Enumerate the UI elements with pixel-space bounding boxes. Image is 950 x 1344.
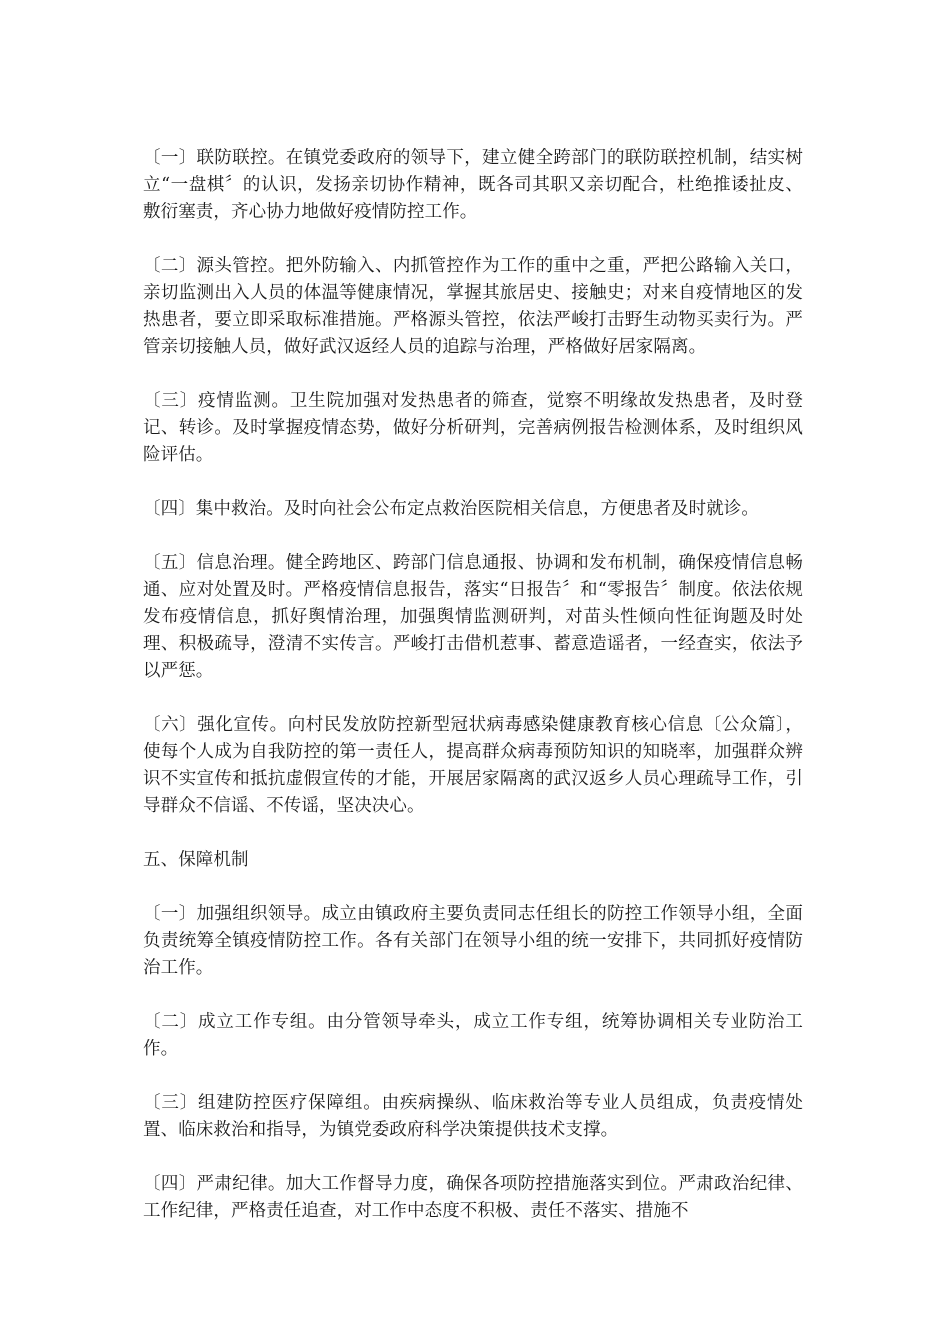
paragraph-joint-prevention: 〔一〕联防联控。在镇党委政府的领导下，建立健全跨部门的联防联控机制，结实树立“一盘棋〞的认识，发扬亲切协作精神，既各司其职又亲切配合，杜绝推诿扯皮、敷衍塞责，齐心协力地做好疫情防控工作。 (143, 148, 803, 222)
paragraph-information-management: 〔五〕信息治理。健全跨地区、跨部门信息通报、协调和发布机制，确保疫情信息畅通、应对处置及时。严格疫情信息报告，落实“日报告〞和“零报告〞制度。依法依规发布疫情信息，抓好舆情治理，加强舆情监测研判，对苗头性倾向性征询题及时处理、积极疏导，澄清不实传言。严峻打击借机惹事、蓄意造谣者，一经查实，依法予以严惩。 (143, 553, 803, 681)
paragraph-discipline: 〔四〕严肃纪律。加大工作督导力度，确保各项防控措施落实到位。严肃政治纪律、工作纪律，严格责任追查，对工作中态度不积极、责任不落实、措施不 (143, 1174, 803, 1221)
paragraph-centralized-treatment: 〔四〕集中救治。及时向社会公布定点救治医院相关信息，方便患者及时就诊。 (143, 499, 759, 519)
paragraph-organization-leadership: 〔一〕加强组织领导。成立由镇政府主要负责同志任组长的防控工作领导小组，全面负责统筹全镇疫情防控工作。各有关部门在领导小组的统一安排下，共同抓好疫情防治工作。 (143, 904, 803, 978)
paragraph-medical-support-group: 〔三〕组建防控医疗保障组。由疾病操纵、临床救治等专业人员组成，负责疫情处置、临床救治和指导，为镇党委政府科学决策提供技术支撑。 (143, 1093, 803, 1140)
paragraph-work-group: 〔二〕成立工作专组。由分管领导牵头，成立工作专组，统筹协调相关专业防治工作。 (143, 1012, 803, 1059)
section-heading: 五、保障机制 (143, 850, 249, 870)
paragraph-epidemic-monitoring: 〔三〕疫情监测。卫生院加强对发热患者的筛查，觉察不明缘故发热患者，及时登记、转诊。及时掌握疫情态势，做好分析研判，完善病例报告检测体系，及时组织风险评估。 (143, 391, 803, 465)
paragraph-source-control: 〔二〕源头管控。把外防输入、内抓管控作为工作的重中之重，严把公路输入关口，亲切监测出入人员的体温等健康情况，掌握其旅居史、接触史；对来自疫情地区的发热患者，要立即采取标准措施。严格源头管控，依法严峻打击野生动物买卖行为。严管亲切接触人员，做好武汉返经人员的追踪与治理，严格做好居家隔离。 (143, 256, 803, 357)
paragraph-publicity: 〔六〕强化宣传。向村民发放防控新型冠状病毒感染健康教育核心信息〔公众篇〕，使每个人成为自我防控的第一责任人，提高群众病毒预防知识的知晓率，加强群众辨识不实宣传和抵抗虚假宣传的才能，开展居家隔离的武汉返乡人员心理疏导工作，引导群众不信谣、不传谣，坚决决心。 (143, 715, 803, 816)
document-body (143, 145, 803, 1225)
